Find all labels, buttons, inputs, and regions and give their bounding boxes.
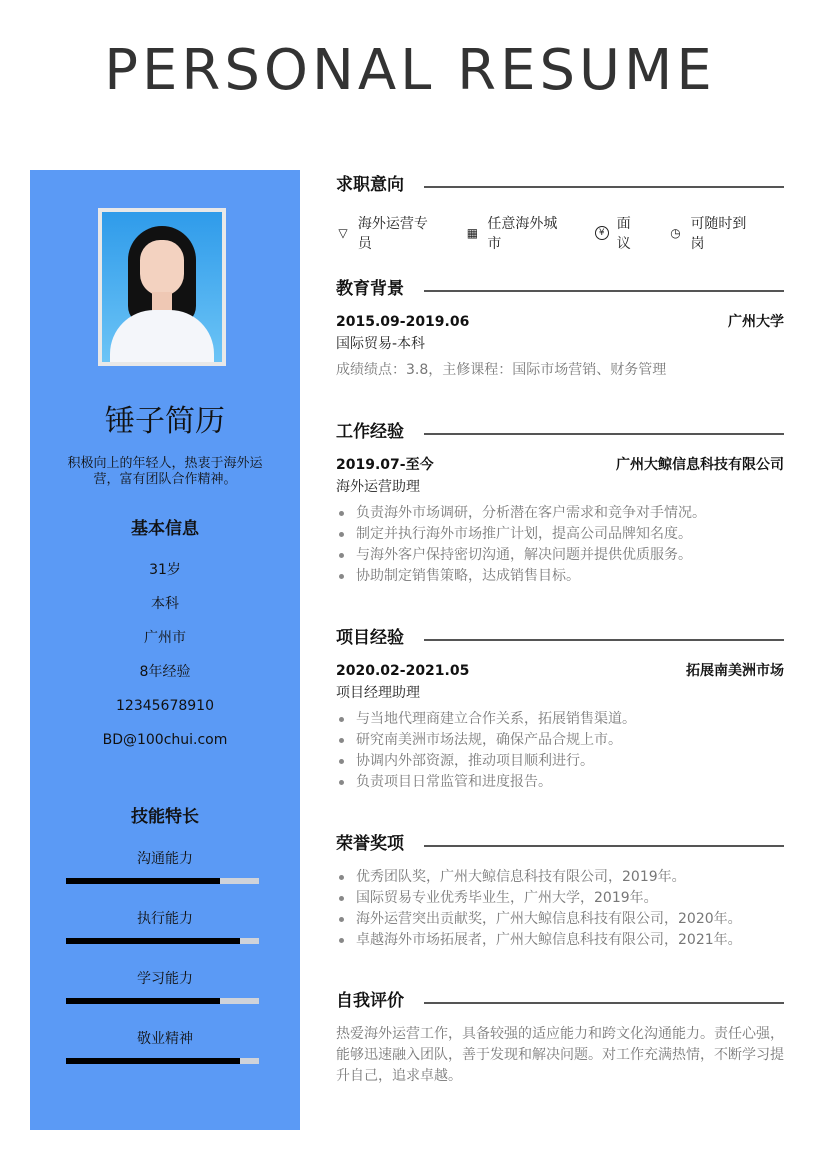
profile-photo [98, 208, 226, 366]
info-degree: 本科 [151, 596, 179, 612]
skill-item [30, 968, 300, 1028]
skill-item [30, 908, 300, 968]
basic-info-list [30, 560, 300, 764]
list-item: 协调内外部资源，推动项目顺利进行。 [336, 751, 784, 772]
list-item: 优秀团队奖，广州大鲸信息科技有限公司，2019年。 [336, 867, 784, 888]
skills-heading: 技能特长 [131, 807, 199, 827]
project-name: 拓展南美洲市场 [686, 663, 784, 679]
self-evaluation-text: 热爱海外运营工作，具备较强的适应能力和跨文化沟通能力。责任心强，能够迅速融入团队，善于发现和解决问题。对工作充满热情，不断学习提升自己，追求卓越。 [336, 1026, 784, 1084]
section-divider [424, 433, 784, 435]
info-email: BD@100chui.com [102, 732, 228, 748]
skill-bar-fill [66, 938, 240, 944]
section-title: 自我评价 [336, 991, 404, 1011]
intent-availability-text: 可随时到岗 [690, 216, 747, 252]
section-title: 求职意向 [336, 175, 404, 195]
intent-position [336, 213, 441, 253]
section-honors [336, 833, 784, 951]
sidebar [30, 170, 300, 1130]
list-item: 与当地代理商建立合作关系，拓展销售渠道。 [336, 709, 784, 730]
intent-salary [595, 213, 645, 253]
skills-list [30, 848, 300, 1088]
list-item: 研究南美洲市场法规，确保产品合规上市。 [336, 730, 784, 751]
honors-bullets [336, 867, 784, 951]
info-experience: 8年经验 [139, 664, 191, 680]
section-divider [424, 186, 784, 188]
section-divider [424, 290, 784, 292]
resume-title: PERSONAL RESUME [104, 38, 716, 103]
skill-item [30, 1028, 300, 1088]
project-bullets [336, 709, 784, 793]
section-title: 教育背景 [336, 279, 404, 299]
section-divider [424, 1002, 784, 1004]
candidate-name: 锤子简历 [105, 404, 225, 439]
intent-city [465, 213, 570, 253]
list-item: 协助制定销售策略，达成销售目标。 [336, 566, 784, 587]
list-item: 负责项目日常监管和进度报告。 [336, 772, 784, 793]
project-role: 项目经理助理 [336, 685, 420, 701]
work-company: 广州大鲸信息科技有限公司 [616, 457, 784, 473]
section-title: 工作经验 [336, 422, 404, 442]
list-item: 制定并执行海外市场推广计划，提高公司品牌知名度。 [336, 524, 784, 545]
skill-bar [66, 1058, 259, 1064]
basic-info-heading: 基本信息 [131, 519, 199, 539]
list-item: 负责海外市场调研，分析潜在客户需求和竞争对手情况。 [336, 503, 784, 524]
section-project [336, 627, 784, 793]
skill-label: 学习能力 [137, 971, 193, 987]
list-item: 海外运营突出贡献奖，广州大鲸信息科技有限公司，2020年。 [336, 909, 784, 930]
skill-bar [66, 938, 259, 944]
section-title: 项目经验 [336, 628, 404, 648]
list-item: 卓越海外市场拓展者，广州大鲸信息科技有限公司，2021年。 [336, 930, 784, 951]
yen-icon: ¥ [595, 226, 609, 240]
skill-bar [66, 878, 259, 884]
skill-bar-fill [66, 998, 220, 1004]
building-icon: ▦ [466, 226, 479, 240]
skill-bar-fill [66, 1058, 240, 1064]
section-divider [424, 639, 784, 641]
info-phone: 12345678910 [116, 698, 214, 714]
intent-position-text: 海外运营专员 [357, 216, 428, 252]
work-role: 海外运营助理 [336, 479, 420, 495]
skill-item [30, 848, 300, 908]
education-date: 2015.09-2019.06 [336, 314, 470, 330]
list-item: 国际贸易专业优秀毕业生，广州大学，2019年。 [336, 888, 784, 909]
section-job-intent [336, 174, 784, 253]
intent-salary-text: 面议 [616, 216, 631, 252]
skill-label: 沟通能力 [137, 851, 193, 867]
skill-label: 执行能力 [137, 911, 193, 927]
tie-icon: ▽ [338, 226, 348, 240]
education-school: 广州大学 [728, 314, 784, 330]
intent-city-text: 任意海外城市 [487, 216, 558, 252]
skill-bar [66, 998, 259, 1004]
info-city: 广州市 [144, 630, 186, 646]
list-item: 与海外客户保持密切沟通，解决问题并提供优质服务。 [336, 545, 784, 566]
section-divider [424, 845, 784, 847]
candidate-intro: 积极向上的年轻人，热衷于海外运营，富有团队合作精神。 [67, 456, 263, 487]
education-detail: 成绩绩点：3.8，主修课程：国际市场营销、财务管理 [336, 362, 667, 378]
skill-label: 敬业精神 [137, 1031, 193, 1047]
education-major: 国际贸易-本科 [336, 336, 426, 352]
intent-availability [669, 213, 760, 253]
clock-icon: ◷ [670, 226, 681, 240]
skill-bar-fill [66, 878, 220, 884]
section-education [336, 278, 784, 381]
work-date: 2019.07-至今 [336, 457, 434, 473]
info-age: 31岁 [149, 562, 181, 578]
project-date: 2020.02-2021.05 [336, 663, 470, 679]
section-self-evaluation [336, 990, 784, 1087]
work-bullets [336, 503, 784, 587]
section-work [336, 421, 784, 587]
section-title: 荣誉奖项 [336, 834, 404, 854]
